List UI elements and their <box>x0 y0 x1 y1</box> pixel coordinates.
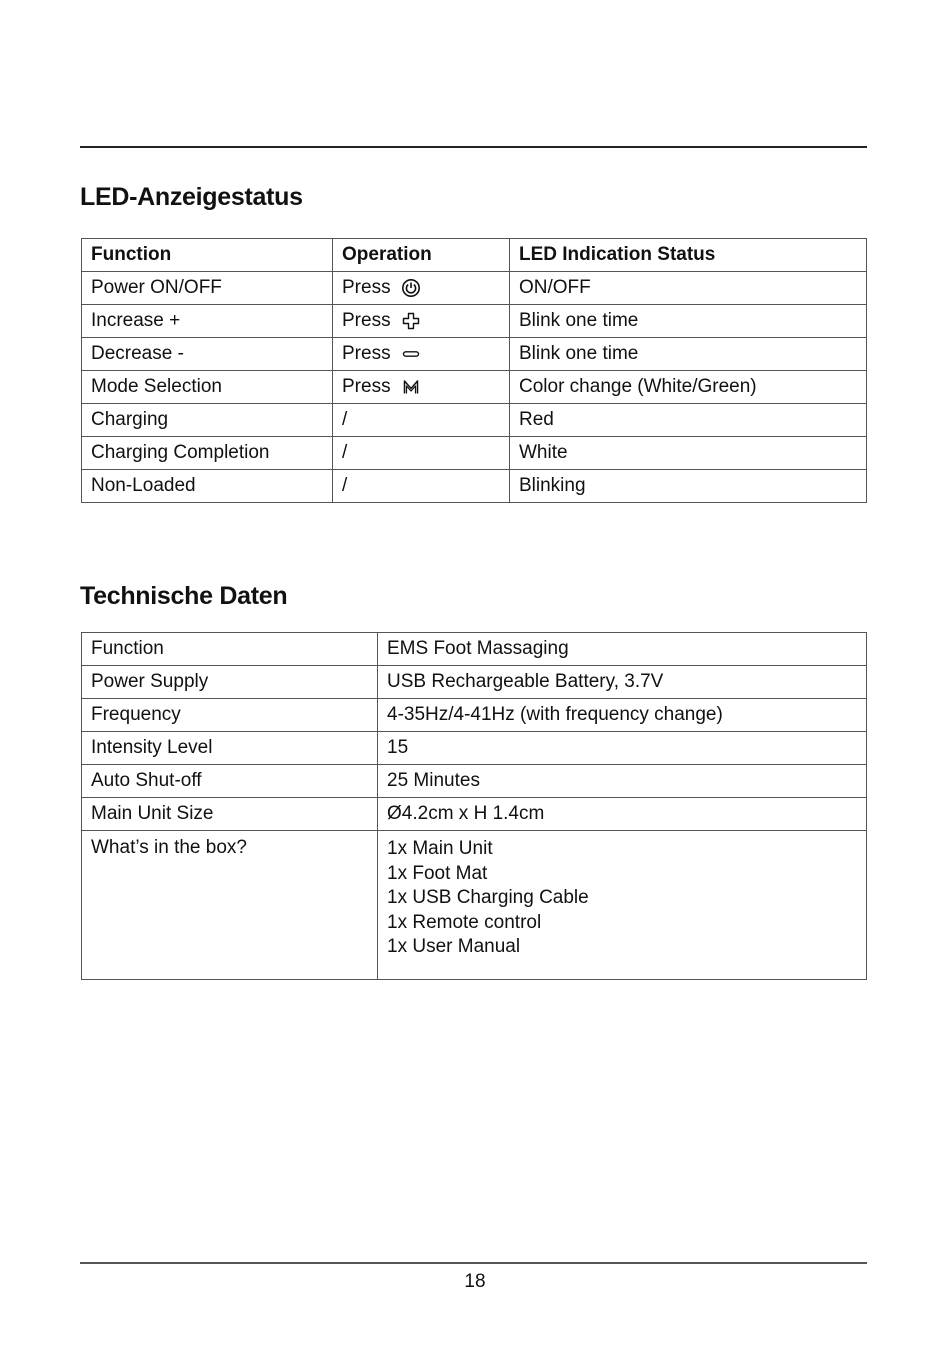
power-icon <box>401 278 421 298</box>
status-cell: Blinking <box>510 470 867 503</box>
spec-label: Intensity Level <box>82 732 378 765</box>
header-operation: Operation <box>333 239 510 272</box>
table-row <box>82 732 867 765</box>
table-row <box>82 437 867 470</box>
spec-value: EMS Foot Massaging <box>378 633 867 666</box>
spec-label: Auto Shut-off <box>82 765 378 798</box>
spec-label: Frequency <box>82 699 378 732</box>
function-cell: Non-Loaded <box>82 470 333 503</box>
tech-specs-table <box>81 632 867 980</box>
header-function: Function <box>82 239 333 272</box>
table-row <box>82 633 867 666</box>
status-cell: Color change (White/Green) <box>510 371 867 404</box>
top-rule <box>80 146 867 148</box>
operation-cell: / <box>333 437 510 470</box>
list-item: 1x User Manual <box>387 936 521 957</box>
spec-value: Ø4.2cm x H 1.4cm <box>378 798 867 831</box>
led-section-title: LED-Anzeigestatus <box>80 183 303 211</box>
led-status-table <box>81 238 867 503</box>
table-row <box>82 338 867 371</box>
table-row <box>82 666 867 699</box>
status-cell: Red <box>510 404 867 437</box>
plus-icon <box>401 311 421 331</box>
box-contents-label: What’s in the box? <box>82 831 378 980</box>
operation-cell <box>333 371 510 404</box>
header-led-status: LED Indication Status <box>510 239 867 272</box>
function-cell: Increase + <box>82 305 333 338</box>
list-item: 1x Foot Mat <box>387 862 488 884</box>
operation-label: Press <box>342 376 391 397</box>
table-row <box>82 371 867 404</box>
table-row <box>82 831 867 980</box>
list-item: 1x Remote control <box>387 911 542 933</box>
mode-icon <box>401 377 421 397</box>
function-cell: Mode Selection <box>82 371 333 404</box>
spec-value: USB Rechargeable Battery, 3.7V <box>378 666 867 699</box>
operation-cell: / <box>333 470 510 503</box>
status-cell: White <box>510 437 867 470</box>
function-cell: Charging <box>82 404 333 437</box>
table-row <box>82 272 867 305</box>
table-row <box>82 404 867 437</box>
table-row <box>82 470 867 503</box>
status-cell: Blink one time <box>510 338 867 371</box>
operation-label: Press <box>342 343 391 364</box>
status-cell: ON/OFF <box>510 272 867 305</box>
spec-value: 15 <box>378 732 867 765</box>
operation-label: Press <box>342 310 391 331</box>
operation-label: Press <box>342 277 391 298</box>
spec-value: 4-35Hz/4-41Hz (with frequency change) <box>378 699 867 732</box>
spec-label: Function <box>82 633 378 666</box>
list-item: 1x USB Charging Cable <box>387 887 589 908</box>
spec-value: 25 Minutes <box>378 765 867 798</box>
function-cell: Decrease - <box>82 338 333 371</box>
bottom-rule <box>80 1262 867 1264</box>
tech-section-title: Technische Daten <box>80 582 288 610</box>
spec-label: Power Supply <box>82 666 378 699</box>
table-row <box>82 798 867 831</box>
function-cell: Power ON/OFF <box>82 272 333 305</box>
function-cell: Charging Completion <box>82 437 333 470</box>
table-header-row <box>82 239 867 272</box>
operation-cell <box>333 338 510 371</box>
operation-cell <box>333 305 510 338</box>
table-row <box>82 699 867 732</box>
status-cell: Blink one time <box>510 305 867 338</box>
table-row <box>82 305 867 338</box>
box-contents-list <box>378 831 867 980</box>
table-row <box>82 765 867 798</box>
spec-label: Main Unit Size <box>82 798 378 831</box>
minus-icon <box>401 344 421 364</box>
page-number: 18 <box>464 1271 486 1292</box>
operation-cell <box>333 272 510 305</box>
operation-cell: / <box>333 404 510 437</box>
list-item: 1x Main Unit <box>387 838 493 859</box>
